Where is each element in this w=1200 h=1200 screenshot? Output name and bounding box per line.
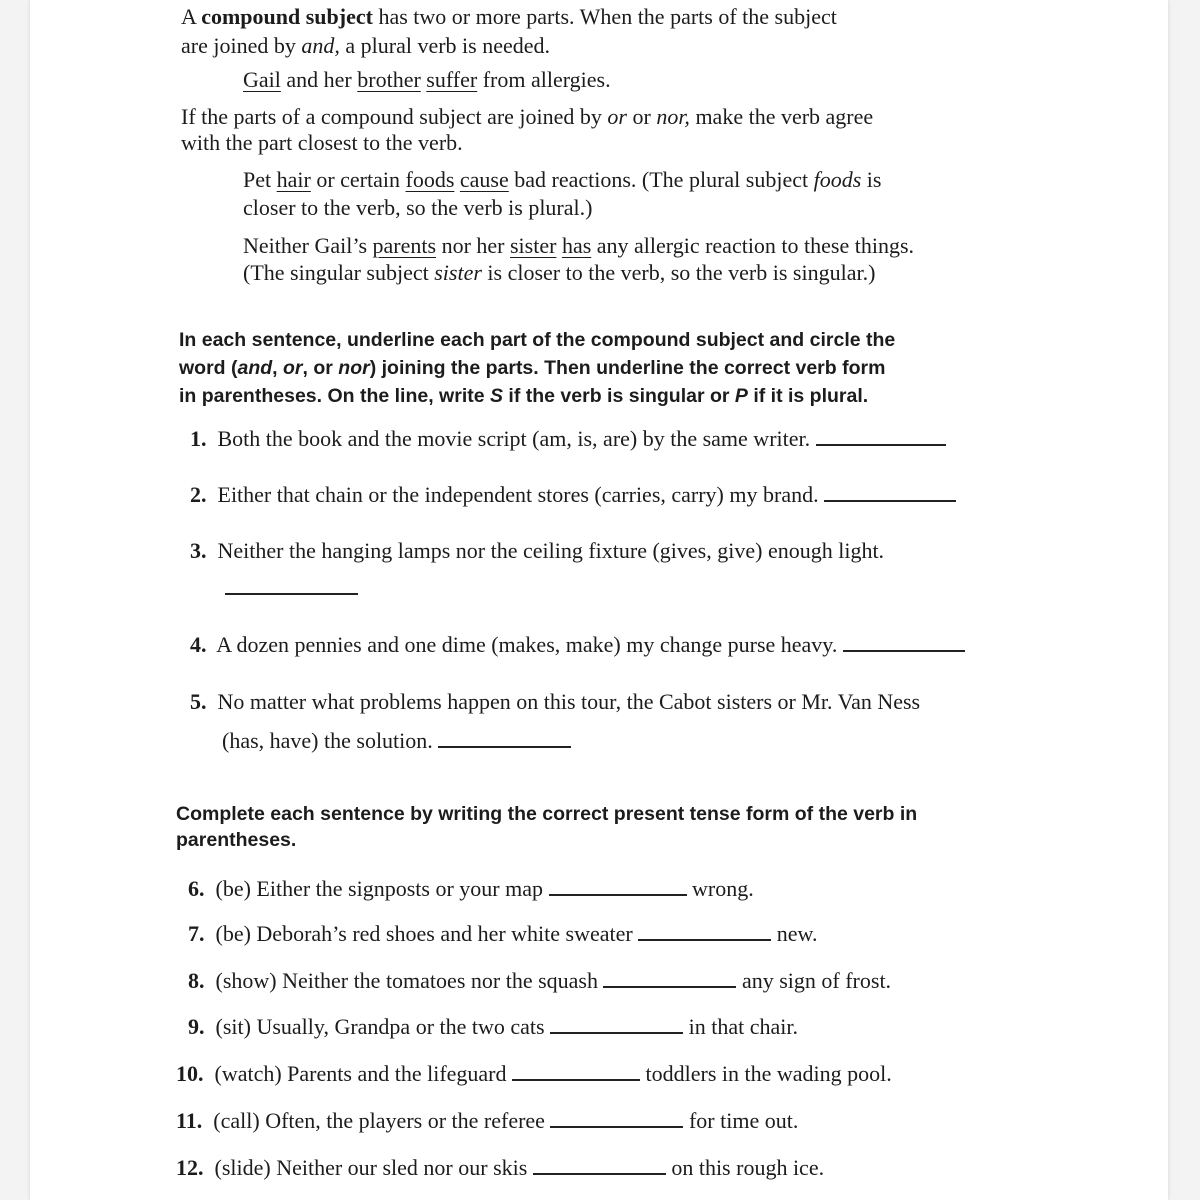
answer-blank[interactable] (638, 938, 771, 941)
item-sentence: (call) Often, the players or the referee (213, 1108, 545, 1133)
example-sentence-1 (243, 67, 611, 92)
instr-italic-letter: S (490, 385, 504, 407)
section1-instructions-line2 (179, 355, 885, 382)
item-number: 9. (188, 1014, 205, 1039)
example-subject: hair (276, 167, 311, 192)
instr-italic-word: or (283, 357, 303, 379)
item-sentence-end: in that chair. (688, 1014, 798, 1039)
section1-instructions-line3 (179, 383, 868, 410)
instr-italic-word: and (237, 357, 273, 379)
example-subject: sister (509, 233, 557, 258)
example-text: and her (286, 67, 352, 92)
answer-blank[interactable] (512, 1078, 640, 1081)
rule-italic-word: and, (301, 33, 340, 58)
example-subject: Gail (243, 67, 281, 92)
exercise-item-10 (176, 1061, 892, 1086)
rule-paragraph-2-line2: with the part closest to the verb. (181, 130, 463, 155)
instr-text: , or (302, 357, 339, 379)
rule-paragraph-line1 (181, 4, 837, 29)
exercise-item-1 (190, 426, 946, 451)
exercise-item-5-line2 (222, 728, 571, 753)
example-subject: brother (357, 67, 421, 92)
exercise-item-3 (190, 538, 884, 563)
item-sentence-end: on this rough ice. (671, 1155, 825, 1180)
instr-italic-word: nor (338, 357, 370, 379)
section2-instructions-line1: Complete each sentence by writing the correct present tense form of the verb in (176, 803, 918, 825)
item-sentence: Either that chain or the independent stores (carries, carry) my brand. (217, 482, 819, 507)
rule-text: has two or more parts. When the parts of the subject (378, 4, 837, 29)
item-sentence-end: wrong. (692, 876, 754, 901)
item-sentence: (be) Deborah’s red shoes and her white sweater (215, 921, 633, 946)
answer-blank[interactable] (824, 499, 956, 502)
item-number: 12. (176, 1155, 204, 1180)
item-sentence-end: toddlers in the wading pool. (645, 1061, 892, 1086)
example-text: bad reactions. (The plural subject (514, 167, 809, 192)
exercise-item-7 (188, 921, 817, 946)
instr-text: in parentheses. On the line, write (179, 385, 490, 407)
item-number: 5. (190, 689, 207, 714)
example-verb: cause (459, 167, 509, 192)
answer-blank[interactable] (550, 1031, 683, 1034)
answer-blank[interactable] (843, 649, 965, 652)
exercise-item-9 (188, 1014, 798, 1039)
exercise-item-2 (190, 482, 956, 507)
item-number: 2. (190, 482, 207, 507)
exercise-item-4 (190, 632, 965, 657)
rule-italic-word: nor, (656, 104, 690, 129)
instr-text: , (272, 357, 284, 379)
example-text: (The singular subject (243, 260, 429, 285)
example-italic-word: foods (813, 167, 862, 192)
section2-instructions-line2: parentheses. (176, 829, 297, 851)
item-number: 8. (188, 968, 205, 993)
term-compound-subject: compound subject (201, 4, 373, 29)
example-subject: foods (405, 167, 455, 192)
example-text: from allergies. (482, 67, 611, 92)
rule-text: make the verb agree (695, 104, 874, 129)
example-text: nor her (441, 233, 505, 258)
item-sentence-end: for time out. (688, 1108, 799, 1133)
example-sentence-3-line2 (243, 260, 875, 285)
answer-blank[interactable] (438, 745, 571, 748)
instr-text: if it is plural. (747, 385, 869, 407)
item-sentence: (be) Either the signposts or your map (215, 876, 543, 901)
item-number: 1. (190, 426, 207, 451)
exercise-item-6 (188, 876, 754, 901)
answer-blank[interactable] (533, 1172, 666, 1175)
rule-text: or (632, 104, 651, 129)
item-number: 6. (188, 876, 205, 901)
exercise-item-5 (190, 689, 920, 714)
exercise-item-12 (176, 1155, 824, 1180)
answer-blank[interactable] (550, 1125, 683, 1128)
item-sentence: (show) Neither the tomatoes nor the squash (215, 968, 598, 993)
exercise-item-11 (176, 1108, 798, 1133)
item-sentence: Neither the hanging lamps nor the ceiling fixture (gives, give) enough light. (217, 538, 885, 563)
item-sentence: (sit) Usually, Grandpa or the two cats (215, 1014, 545, 1039)
example-italic-word: sister (434, 260, 482, 285)
item-number: 7. (188, 921, 205, 946)
section1-instructions-line1: In each sentence, underline each part of the compound subject and circle the (179, 329, 896, 351)
item-number: 10. (176, 1061, 204, 1086)
example-verb: suffer (426, 67, 478, 92)
example-text: Neither Gail’s (243, 233, 368, 258)
exercise-item-8 (188, 968, 891, 993)
example-text: is closer to the verb, so the verb is singular.) (487, 260, 876, 285)
item-sentence: (watch) Parents and the lifeguard (214, 1061, 507, 1086)
example-sentence-2 (243, 167, 881, 192)
item-sentence-end: any sign of frost. (741, 968, 892, 993)
item-sentence: Both the book and the movie script (am, is, are) by the same writer. (217, 426, 811, 451)
instr-text: word ( (179, 357, 238, 379)
rule-text: A (181, 4, 196, 29)
answer-blank[interactable] (816, 443, 946, 446)
answer-blank[interactable] (603, 985, 736, 988)
answer-blank[interactable] (225, 593, 358, 595)
instr-text: if the verb is singular or (503, 385, 735, 407)
item-number: 11. (176, 1108, 203, 1133)
example-text: or certain (316, 167, 400, 192)
item-number: 3. (190, 538, 207, 563)
item-sentence: A dozen pennies and one dime (makes, make) my change purse heavy. (216, 632, 838, 657)
answer-blank[interactable] (549, 893, 687, 896)
example-verb: has (561, 233, 592, 258)
instr-italic-letter: P (734, 385, 748, 407)
example-subject: parents (372, 233, 437, 258)
item-sentence: No matter what problems happen on this tour, the Cabot sisters or Mr. Van Ness (217, 689, 921, 714)
instr-text: ) joining the parts. Then underline the correct verb form (369, 357, 886, 379)
item-sentence: (has, have) the solution. (222, 728, 433, 753)
example-text: any allergic reaction to these things. (596, 233, 915, 258)
rule-text: a plural verb is needed. (345, 33, 550, 58)
item-number: 4. (190, 632, 207, 657)
example-sentence-2-line2: closer to the verb, so the verb is plural.) (243, 195, 593, 220)
example-sentence-3 (243, 233, 914, 258)
rule-text: If the parts of a compound subject are joined by (181, 104, 602, 129)
rule-paragraph-2-line1 (181, 104, 873, 129)
rule-italic-word: or (607, 104, 627, 129)
item-sentence-end: new. (776, 921, 818, 946)
example-text: Pet (243, 167, 272, 192)
rule-text: are joined by (181, 33, 296, 58)
rule-paragraph-line2 (181, 33, 550, 58)
example-text: is (866, 167, 882, 192)
item-sentence: (slide) Neither our sled nor our skis (214, 1155, 528, 1180)
